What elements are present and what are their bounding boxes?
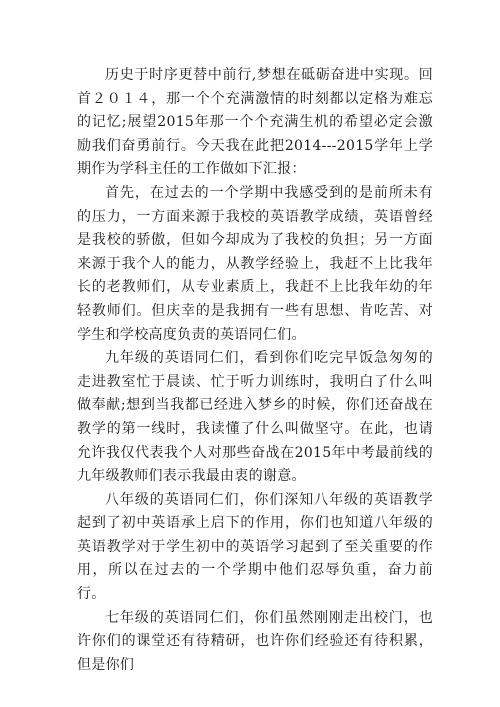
paragraph-first: 首先，在过去的一个学期中我感受到的是前所未有的压力，一方面来源于我校的英语教学成绩，英语曾经是我校的骄傲，但如今却成为了我校的负担；另一方面来源于我个人的能力，从教学经验上，我赶不上比我年长的老教师们，从专业素质上，我赶不上比我年幼的年轻教师们。但庆幸的是我拥有一些有思想、肯吃苦、对学生和学校高度负责的英语同仁们。 [77, 184, 433, 343]
paragraph-grade-seven: 七年级的英语同仁们，你们虽然刚刚走出校门，也许你们的课堂还有待精研，也许你们经验还有待积累，但是你们 [77, 609, 433, 673]
document-body [77, 64, 433, 677]
paragraph-intro: 历史于时序更替中前行,梦想在砥砺奋进中实现。回首２０１４，那一个个充满激情的时刻都以定格为难忘的记忆;展望2015年那一个个充满生机的希望必定会激励我们奋勇前行。今天我在此把2014---2015学年上学期作为学科主任的工作做如下汇报： [77, 67, 433, 178]
paragraph-grade-eight: 八年级的英语同仁们，你们深知八年级的英语教学起到了初中英语承上启下的作用，你们也知道八年级的英语教学对于学生初中的英语学习起到了至关重要的作用，所以在过去的一个学期中他们忍辱负重，奋力前行。 [77, 491, 433, 603]
paragraph-grade-nine: 九年级的英语同仁们，看到你们吃完早饭急匆匆的走进教室忙于晨读、忙于听力训练时，我明白了什么叫做奉献;想到当我都已经进入梦乡的时候，你们还奋战在教学的第一线时，我读懂了什么叫做坚守。在此，也请允许我仅代表我个人对那些奋战在2015年中考最前线的九年级教师们表示我最由衷的谢意。 [77, 350, 433, 485]
